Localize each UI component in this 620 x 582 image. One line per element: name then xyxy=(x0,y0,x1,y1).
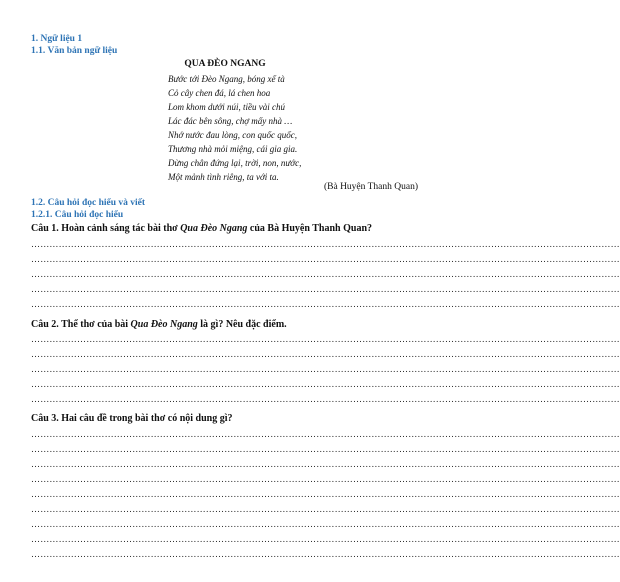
answer-line[interactable]: ………………………………………………………………………………………………………………………………………………………………………… xyxy=(31,549,620,559)
question-3: Câu 3. Hai câu đề trong bài thơ có nội dung gì? xyxy=(31,413,233,424)
answer-line[interactable]: ………………………………………………………………………………………………………………………………………………………………………… xyxy=(31,379,620,389)
answer-line[interactable]: ………………………………………………………………………………………………………………………………………………………………………… xyxy=(31,474,620,484)
answer-line[interactable]: ………………………………………………………………………………………………………………………………………………………………………… xyxy=(31,239,620,249)
answer-line[interactable]: ………………………………………………………………………………………………………………………………………………………………………… xyxy=(31,364,620,374)
poem-line: Một mảnh tình riêng, ta với ta. xyxy=(168,172,279,182)
poem-line: Nhớ nước đau lòng, con quốc quốc, xyxy=(168,130,297,140)
answer-line[interactable]: ………………………………………………………………………………………………………………………………………………………………………… xyxy=(31,269,620,279)
poem-line: Lom khom dưới núi, tiều vài chú xyxy=(168,102,285,112)
answer-line[interactable]: ………………………………………………………………………………………………………………………………………………………………………… xyxy=(31,519,620,529)
question-1: Câu 1. Hoàn cảnh sáng tác bài thơ Qua Đèo Ngang của Bà Huyện Thanh Quan? xyxy=(31,223,373,234)
section-heading: 1.2. Câu hỏi đọc hiểu và viết xyxy=(31,198,146,208)
answer-line[interactable]: ………………………………………………………………………………………………………………………………………………………………………… xyxy=(31,444,620,454)
question-2: Câu 2. Thể thơ của bài Qua Đèo Ngang là gì? Nêu đặc điểm. xyxy=(31,319,287,330)
answer-line[interactable]: ………………………………………………………………………………………………………………………………………………………………………… xyxy=(31,254,620,264)
answer-line[interactable]: ………………………………………………………………………………………………………………………………………………………………………… xyxy=(31,284,620,294)
answer-line[interactable]: ………………………………………………………………………………………………………………………………………………………………………… xyxy=(31,489,620,499)
subsection-heading: 1.1. Văn bản ngữ liệu xyxy=(31,46,118,56)
section-heading: 1. Ngữ liệu 1 xyxy=(31,34,83,44)
answer-line[interactable]: ………………………………………………………………………………………………………………………………………………………………………… xyxy=(31,429,620,439)
poem-author: (Bà Huyện Thanh Quan) xyxy=(323,182,418,192)
answer-line[interactable]: ………………………………………………………………………………………………………………………………………………………………………… xyxy=(31,394,620,404)
answer-line[interactable]: ………………………………………………………………………………………………………………………………………………………………………… xyxy=(31,534,620,544)
answer-line[interactable]: ………………………………………………………………………………………………………………………………………………………………………… xyxy=(31,334,620,344)
answer-line[interactable]: ………………………………………………………………………………………………………………………………………………………………………… xyxy=(31,459,620,469)
poem-line: Thương nhà mỏi miệng, cái gia gia. xyxy=(168,144,298,154)
poem-line: Lác đác bên sông, chợ mấy nhà … xyxy=(168,116,293,126)
poem-line: Dừng chân đứng lại, trời, non, nước, xyxy=(168,158,302,168)
poem-line: Bước tới Đèo Ngang, bóng xế tà xyxy=(168,74,285,84)
poem-line: Cỏ cây chen đá, lá chen hoa xyxy=(168,88,271,98)
answer-line[interactable]: ………………………………………………………………………………………………………………………………………………………………………… xyxy=(31,299,620,309)
poem-body xyxy=(168,72,301,184)
answer-line[interactable]: ………………………………………………………………………………………………………………………………………………………………………… xyxy=(31,349,620,359)
subsection-heading: 1.2.1. Câu hỏi đọc hiểu xyxy=(31,210,124,220)
answer-line[interactable]: ………………………………………………………………………………………………………………………………………………………………………… xyxy=(31,504,620,514)
poem-title: QUA ĐÈO NGANG xyxy=(184,59,266,69)
